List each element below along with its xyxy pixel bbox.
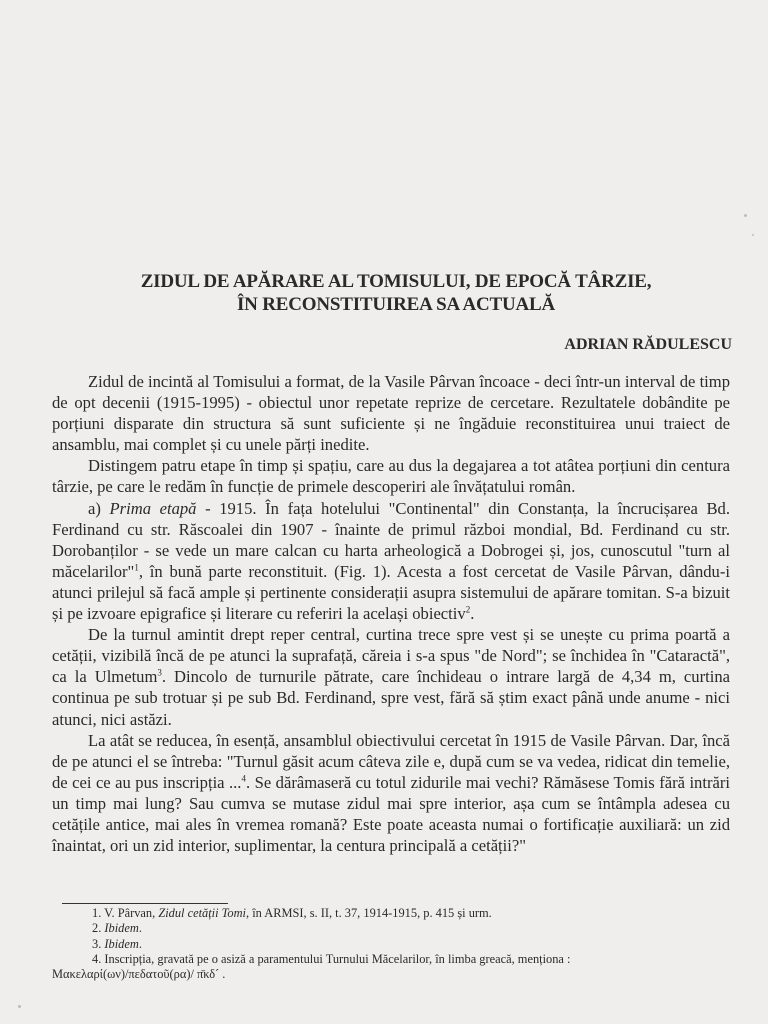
footnote-3-number: 3. — [92, 936, 105, 951]
footnote-2-number: 2. — [92, 921, 105, 936]
footnote-ref-2: 2 — [465, 604, 471, 615]
paragraph-1: Zidul de incintă al Tomisului a format, de la Vasile Pârvan încoace - deci într-un interval de timp de opt decenii (1915-1995) - obiectul unor repetate reprize de cercetare. Rezultatele dobândite pe porțiuni disparate din structura să sunt suficiente și ne îngăduie reconstituirea unui traiect de ansamblu, mai complet și cu unele părți inedite. — [52, 372, 730, 455]
section-heading: Prima etapă — [109, 498, 197, 518]
paragraph-3-text-c: . — [470, 604, 475, 624]
paragraph-3 — [52, 498, 730, 625]
author-name: ADRIAN RĂDULESCU — [564, 336, 732, 353]
title-line-1: ZIDUL DE APĂRARE AL TOMISULUI, DE EPOCĂ TÂRZIE, — [140, 271, 652, 292]
paragraph-5 — [52, 730, 730, 857]
section-label: a) — [88, 498, 110, 518]
footnote-ref-3: 3 — [157, 667, 162, 678]
paragraph-5-text-b: . Se dărâmaseră cu totul zidurile mai vechi? Rămăsese Tomis fără intrări un timp mai lung? Sau cumva se mutase zidul mai spre interior, așa cum se întâmpla adesea cu cetățile antice, mai ales în vremea romană? Este poate aceasta numai o fortificație auxiliară: un zid înaintat, ori un zid interior, suplimentar, la centura principală a cetății?" — [52, 772, 730, 856]
article-body — [52, 371, 730, 856]
footnote-ref-4: 4 — [241, 773, 246, 784]
footnote-2 — [52, 921, 730, 936]
paragraph-3-text-a: - 1915. În fața hotelului "Continental" din Constanța, la încrucișarea Bd. Ferdinand cu str. Răscoalei din 1907 - înainte de primul război mondial, Bd. Ferdinand cu str. Dorobanților - se vede un mare calcan cu harta arheologică a Dobrogei și, jos, cunoscutul "turn al măcelarilor" — [52, 498, 731, 581]
footnote-1-text-b: , în ARMSI, s. II, t. 37, 1914-1915, p. 415 și urm. — [246, 906, 492, 920]
footnote-divider — [62, 903, 228, 904]
paragraph-4-text-a: De la turnul amintit drept reper central, curtina trece spre vest și se unește cu prima poartă a cetății, vizibilă încă de pe atunci la suprafață, căreia i s-a spus "de Nord"; se închidea în "Cataractă", ca la Ulmetum — [52, 625, 730, 687]
paragraph-3-text-b: , în bună parte reconstituit. (Fig. 1). Acesta a fost cercetat de Vasile Pârvan, dându-i atunci prilejul să facă ample și pertinente considerații asupra sistemului de apărare tomitan. S-a bizuit și pe izvoare epigrafice și literare cu referiri la același obiectiv — [52, 561, 730, 624]
footnote-1 — [52, 906, 730, 921]
footnotes — [52, 906, 730, 982]
footnote-4: 4. Inscripția, gravată pe o asiză a paramentului Turnului Măcelarilor, în limba greacă, menționa : — [92, 951, 571, 966]
footnote-3-end: . — [138, 936, 142, 951]
footnote-ref-1: 1 — [134, 562, 139, 573]
footnote-4-greek-inscription: Μακελαρί(ων)/πεδατοῦ(ρα)/ π̄κδ´ . — [52, 967, 226, 982]
scan-speck — [752, 234, 754, 236]
paragraph-4-text-b: . Dincolo de turnurile pătrate, care închideau o intrare largă de 4,34 m, curtina continua pe sub trotuar și pe sub Bd. Ferdinand, spre vest, fără să știm exact până unde anume - nici atunci, nici astăzi. — [52, 667, 730, 729]
footnote-2-text: Ibidem — [104, 921, 139, 936]
paragraph-5-text-a: La atât se reducea, în esență, ansamblul obiectivului cercetat în 1915 de Vasile Pârvan. Dar, încă de pe atunci el se întreba: "Turnul găsit acum câteva zile e, după cum se va vedea, ridicat din temelie, de cei ce au pus inscripția ... — [52, 730, 730, 792]
scan-speck — [744, 214, 747, 217]
article-title — [40, 270, 752, 316]
footnote-2-end: . — [138, 921, 142, 936]
paragraph-2: Distingem patru etape în timp și spațiu, care au dus la degajarea a tot atâtea porțiuni din centura târzie, pe care le redăm în funcție de primele descoperiri ale învățatului român. — [52, 456, 730, 497]
footnote-1-text-a: 1. V. Pârvan, — [92, 906, 159, 920]
footnote-3 — [52, 937, 730, 952]
paragraph-4 — [52, 624, 730, 729]
footnote-1-work-title: Zidul cetății Tomi — [158, 906, 246, 920]
footnote-3-text: Ibidem — [104, 936, 139, 951]
scan-speck — [18, 1005, 21, 1008]
title-line-2: ÎN RECONSTITUIREA SA ACTUALĂ — [236, 294, 555, 315]
